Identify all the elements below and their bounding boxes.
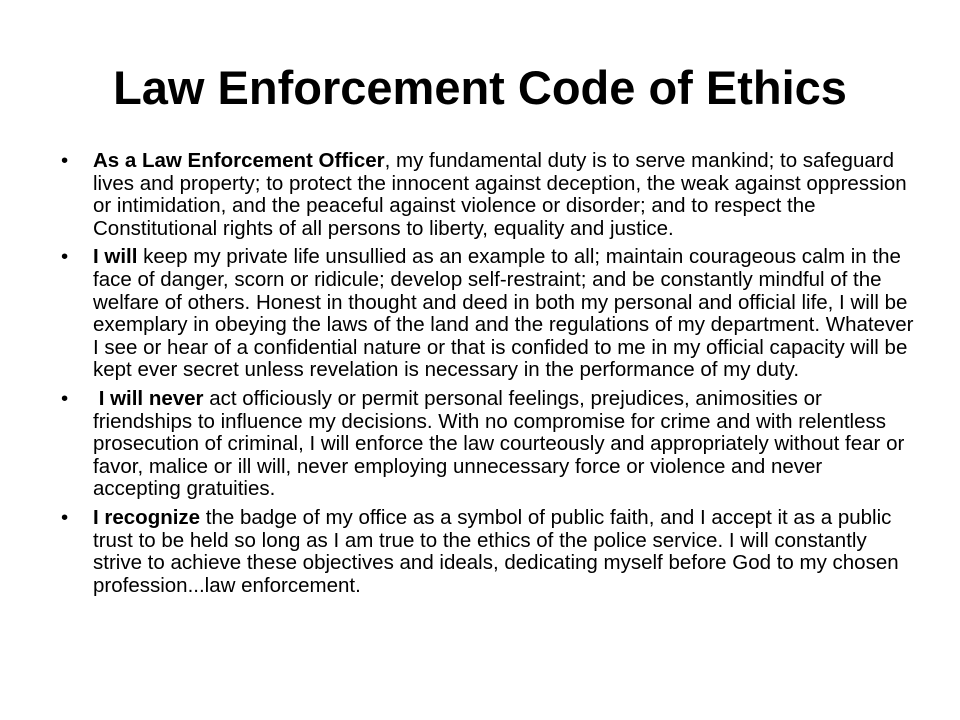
bullet-text: , my fundamental duty is to serve mankind; to safeguard lives and property; to protect the innocent against deception, the weak against oppression or intimidation, and the peaceful against violence or disorder; and to respect the Constitutional rights of all persons to liberty, equality and justice.	[93, 149, 907, 240]
bullet-icon: •	[61, 245, 69, 269]
bullet-text: keep my private life unsullied as an example to all; maintain courageous calm in the face of danger, scorn or ridicule; develop self-restraint; and be constantly mindful of the welfare of others. Honest in thought and deed in both my personal and official life, I will be exemplary in obeying the laws of the land and the regulations of my department. Whatever I see or hear of a confidential nature or that is confided to me in my official capacity will be kept ever secret unless revelation is necessary in the performance of my duty.	[93, 245, 914, 382]
bullet-list	[55, 150, 915, 603]
bullet-item	[55, 150, 915, 240]
bullet-item	[55, 388, 915, 501]
bullet-text: the badge of my office as a symbol of public faith, and I accept it as a public trust to be held so long as I am true to the ethics of the police service. I will constantly strive to achieve these objectives and ideals, dedicating myself before God to my chosen profession...law enforcement.	[93, 505, 899, 597]
bullet-lead: I will	[93, 245, 138, 269]
bullet-lead: I will never	[93, 386, 204, 410]
bullet-lead: I recognize	[93, 505, 201, 529]
bullet-text: act officiously or permit personal feelings, prejudices, animosities or friendships to influence my decisions. With no compromise for crime and with relentless prosecution of criminal, I will enforce the law courteously and appropriately without fear or favor, malice or ill will, never employing unnecessary force or violence and never accepting gratuities.	[93, 386, 905, 501]
bullet-lead: As a Law Enforcement Officer	[93, 149, 385, 172]
bullet-icon: •	[61, 505, 69, 529]
slide-title: Law Enforcement Code of Ethics	[113, 61, 847, 114]
bullet-item	[55, 507, 915, 597]
bullet-icon: •	[61, 149, 69, 172]
bullet-item	[55, 246, 915, 382]
bullet-icon: •	[61, 386, 69, 410]
